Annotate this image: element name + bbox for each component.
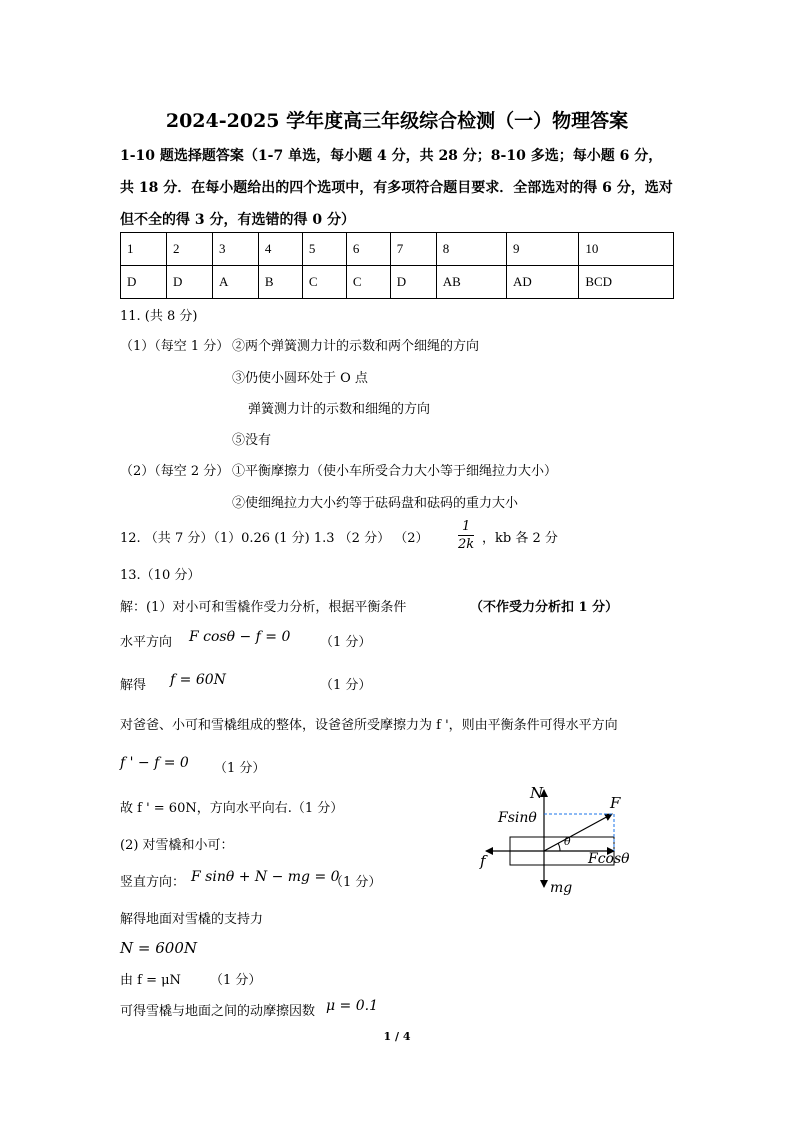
table-cell: D [121,266,167,299]
table-cell: AD [507,266,579,299]
q11-header: 11. (共 8 分) [120,309,198,324]
q11-part2-answer: ②使细绳拉力大小约等于砝码盘和砝码的重力大小 [232,496,519,511]
table-cell: B [258,266,302,299]
q11-part2-label: （2）（每空 2 分） [120,464,230,479]
q13-deduction-note: （不作受力分析扣 1 分） [470,600,619,615]
table-cell: BCD [579,266,674,299]
table-cell: 4 [258,233,302,266]
q13-equation: 由 f = μN [120,973,181,988]
table-cell: 6 [346,233,390,266]
q13-equation: N = 600N [120,939,197,957]
table-cell: 9 [507,233,579,266]
q13-label: 水平方向 [120,635,173,650]
page-number: 1 / 4 [383,1030,411,1043]
table-cell: 10 [579,233,674,266]
table-cell: 2 [166,233,212,266]
q13-equation: F sinθ + N − mg = 0 [191,869,340,885]
table-cell: AB [436,266,506,299]
fraction-numerator: 1 [458,518,474,536]
table-row-numbers [121,233,674,266]
q11-part1-answer: ③仍使小圆环处于 O 点 [232,371,368,386]
q12-answer-suffix: ，kb 各 2 分 [482,531,558,546]
q13-solution-line: 故 f ' = 60N，方向水平向右.（1 分） [120,801,344,816]
answer-table [120,232,674,299]
pull-force-arrow [544,814,612,851]
q13-score: （1 分） [320,678,372,693]
q11-part1-label: （1）（每空 1 分） [120,339,230,354]
q13-solution-line: 解：(1）对小可和雪橇作受力分析，根据平衡条件 [120,600,407,615]
table-cell: 3 [212,233,258,266]
q13-score: （1 分） [330,875,382,890]
label-N: N [530,784,544,802]
table-cell: A [212,266,258,299]
table-cell: C [346,266,390,299]
fraction-denominator: 2k [458,537,475,552]
q13-solution-line: (2) 对雪橇和小可： [120,838,234,853]
q13-equation: f ' − f = 0 [120,755,189,771]
label-Fcos: Fcosθ [588,851,630,867]
choice-instructions: 1-10 题选择题答案（1-7 单选，每小题 4 分，共 28 分；8-10 多选；每小题 6 分，共 18 分．在每小题给出的四个选项中，有多项符合题目要求．全部选对的得 6 分，选对但不全的得 3 分，有选错的得 0 分） [120,148,673,228]
q13-label: 解得 [120,678,147,693]
label-F: F [610,794,621,812]
table-cell: D [390,266,436,299]
table-cell: 7 [390,233,436,266]
label-Fsin: Fsinθ [498,810,537,826]
q13-equation: F cosθ − f = 0 [189,629,291,645]
q13-score: （1 分） [320,635,372,650]
table-cell: D [166,266,212,299]
q13-score: （1 分） [214,761,266,776]
q12-fraction [458,518,474,553]
table-cell: 1 [121,233,167,266]
q13-equation: f = 60N [170,672,226,688]
force-diagram [470,780,670,900]
table-cell: C [302,266,346,299]
table-row-answers [121,266,674,299]
q13-header: 13.（10 分） [120,568,201,583]
table-cell: 8 [436,233,506,266]
q11-part1-answer: ⑤没有 [232,433,272,448]
table-cell: 5 [302,233,346,266]
q11-part1-answer: ②两个弹簧测力计的示数和两个细绳的方向 [232,339,480,354]
q12-answer-prefix: 12. （共 7 分）（1）0.26 (1 分) 1.3 （2 分） （2） [120,531,429,546]
page-title: 2024-2025 学年度高三年级综合检测（一）物理答案 [165,110,629,132]
q13-solution-line: 对爸爸、小可和雪橇组成的整体，设爸爸所受摩擦力为 f '，则由平衡条件可得水平方向 [120,718,618,733]
q11-part2-answer: ①平衡摩擦力（使小车所受合力大小等于细绳拉力大小） [232,464,558,479]
q13-score: （1 分） [210,973,262,988]
q11-part1-answer: 弹簧测力计的示数和细绳的方向 [248,402,431,417]
q13-solution-line: 解得地面对雪橇的支持力 [120,912,264,927]
label-mg: mg [550,880,573,896]
q13-solution-line: 可得雪橇与地面之间的动摩擦因数 [120,1004,316,1019]
q13-label: 竖直方向： [120,875,186,890]
angle-arc [558,843,560,851]
label-theta: θ [564,835,571,848]
q13-equation: μ = 0.1 [326,998,378,1014]
label-f: f [480,852,486,870]
